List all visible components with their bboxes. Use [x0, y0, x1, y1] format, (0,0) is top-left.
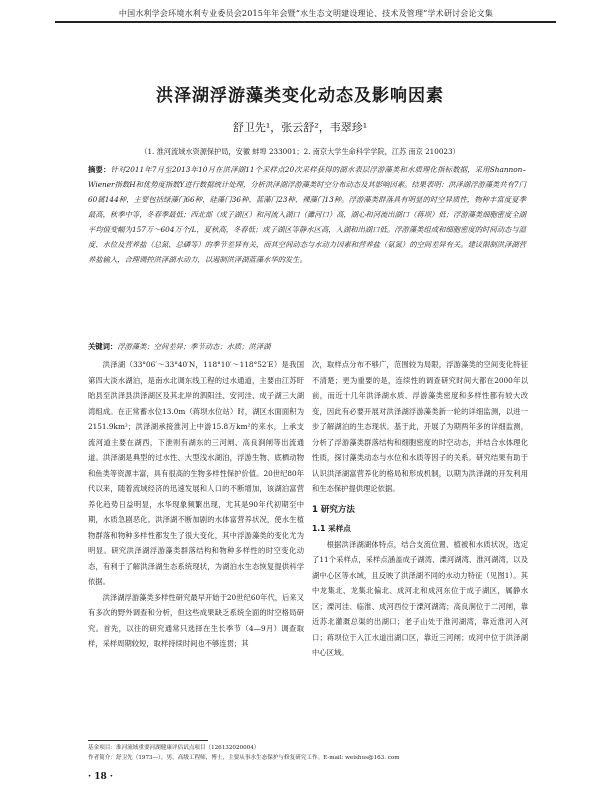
header-rule — [55, 21, 556, 23]
paper-title: 洪泽湖浮游藻类变化动态及影响因素 — [156, 86, 444, 106]
affiliations: （1. 淮河流域水资源保护局，安徽 蚌埠 233001；2. 南京大学生命科学学院，江苏 南京 210023） — [140, 147, 460, 156]
footnote-author: 作者简介：舒卫先（1973—），男，高级工程师，博士，主要从事水生态保护与修复研究工作。E-mail: weishus@163. com — [88, 754, 400, 761]
footnotes — [88, 744, 528, 763]
body-paragraph: 根据洪泽湖湖体特点，结合支流位置、植被和水质状况，选定了11个采样点，采样点涵盖成子湖湾、溧河湖湾、淮河湖湾，以及湖中心区等水域，且反映了洪泽湖不同的水动力特征（见图1）。其中龙集北、龙集北偏北、成河北和成河东位于成子湖区，属静水区；溧河洼、临淮、成河西位于溧河湖湾；高良涧位于二河闸，靠近苏北灌溉总渠的出湖口；老子山处于淮河湖湾，靠近淮河入河口；蒋坝位于入江水道出湖口区，靠近三河闸；成河中位于洪泽湖中心区域。 — [312, 539, 528, 657]
keywords-label: 关键词： — [88, 342, 118, 351]
subsection-heading: 1.1 采样点 — [312, 524, 351, 533]
body-column-right — [312, 357, 528, 661]
author-list: 舒卫先¹，张云舒²，韦翠珍¹ — [232, 121, 368, 134]
keywords — [88, 342, 526, 352]
footnote-funding: 基金项目：淮河流域重要河湖健康评估试点项目（126132020004） — [88, 745, 260, 751]
body-column-left — [88, 357, 304, 652]
body-paragraph: 洪泽湖浮游藻类多样性研究最早开始于20世纪60年代，后来又有多次的野外调查和分析，但这些成果缺乏系统全面的时空格局研究。首先，以往的研究通常只选择在生长季节（4—9月）调查取样，采样周期较短，取样持续时间也不够连贯；其 — [88, 592, 304, 648]
abstract-text: 针对2011年7月至2013年10月在洪泽湖11个采样点20次采样获得的湖水表层浮游藻类和水质理化指标数据，采用Shannon–Wiener指数H和优势度指数Y进行数据统计处理，分析洪泽湖浮游藻类时空分布动态及其影响因素。结果表明：洪泽湖浮游藻类共有7门60属144种，主要包括绿藻门66种、硅藻门36种、蓝藻门23种、裸藻门13种。浮游藻类群落具有明显的时空异质性，物种丰富度夏季最高，秋季中等，冬春季最低；西北部（成子湖区）和河流入湖口（濉河口）高，湖心和河流出湖口（蒋坝）低；浮游藻类细胞密度全湖平均值变幅为157万～604万个/L，夏秋高，冬春低；成子湖区等静水区高，入湖和出湖口低。浮游藻类组成和细胞密度的时间动态与温度、水位及营养盐（总氮、总磷等）的季节差异有关，而其空间动态与水动力因素和营养盐（氨氮）的空间差异有关。建议限制洪泽湖营养盐输入，合理调控洪泽湖水动力，以遏制洪泽湖蓝藻水华的发生。 — [88, 165, 527, 264]
keywords-text: 浮游藻类；空间差异；季节动态；水质；洪泽湖 — [117, 342, 271, 351]
abstract-label: 摘要： — [88, 165, 111, 174]
body-paragraph: 洪泽湖（33°06′～33°40′N，118°10′～118°52′E）是我国第四大淡水湖泊，是南水北调东线工程的过水通道，主要由江苏盱眙县至洪泽县洪泽湖区及其北岸的泗阳洼、安河洼、成子湖三大湖湾组成。在正常蓄水位13.0m（蒋坝水位站）时，湖区水面面积为2151.9km²；洪泽湖承接淮河上中游15.8万km²的来水，上承支流河道主要在湖西，下泄则有湖东的三河闸、高良涧闸等出流通道。洪泽湖是典型的过水性、大型浅水湖泊，浮游生物、底栖动物和鱼类等资源丰富，具有很高的生物多样性保护价值。20世纪80年代以来，随着流域经济的迅速发展和人口的不断增加，该湖泊富营养化趋势日益明显，水华现象频繁出现，尤其是90年代初期至中期，水质急剧恶化。洪泽湖不断加剧的水体富营养状况，使水生植物群落和物种多样性都发生了很大变化，其中浮游藻类的变化尤为明显。研究洪泽湖浮游藻类群落结构和物种多样性的时空变化动态，有利于了解洪泽湖生态系统现状，为湖泊水生态恢复提供科学依据。 — [88, 360, 304, 586]
running-header: 中国水利学会环境水利专业委员会2015年年会暨“水生态文明建设理论、技术及管理”学术研讨会论文集 — [118, 9, 494, 18]
footnote-rule — [88, 740, 208, 741]
section-heading: 1 研究方法 — [312, 504, 355, 515]
body-paragraph: 次，取样点分布不够广，范围较为局限，浮游藻类的空间变化特征不清楚；更为重要的是，连续性的调查研究时间大都在2000年以前，而近十几年洪泽湖水质、浮游藻类密度和多样性都有较大改变，因此有必要开展对洪泽湖浮游藻类新一轮的详细监测，以进一步了解湖泊的生态现状。基于此，开展了为期两年多的详细监测，分析了浮游藻类群落结构和细胞密度的时空动态，并结合水体理化性质，探讨藻类动态与水位和水质等因子的关系。研究结果有助于认识洪泽湖富营养化的格局和形成机制，以期为洪泽湖的开发利用和生态保护提供理论依据。 — [312, 360, 528, 493]
page-number: · 18 · — [88, 772, 114, 782]
abstract — [88, 162, 526, 267]
